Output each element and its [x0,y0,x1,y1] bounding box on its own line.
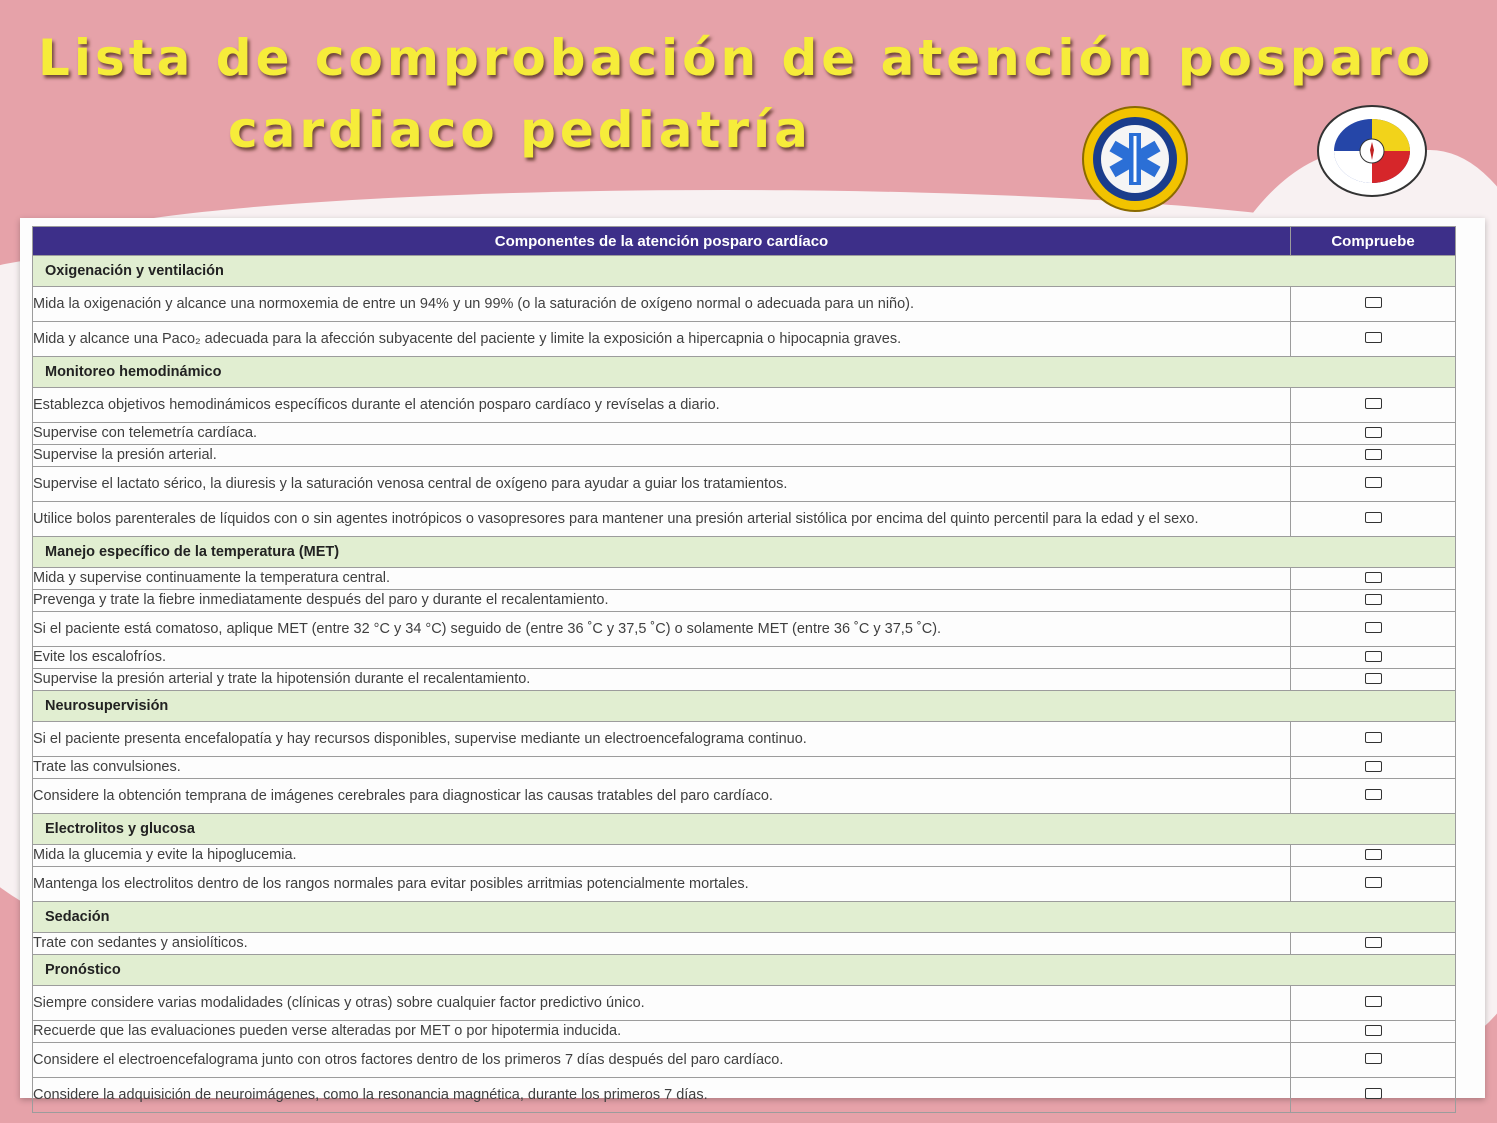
checklist-item-text: Prevenga y trate la fiebre inmediatamente después del paro y durante el recalentamiento. [33,590,1291,612]
checkbox-cell [1291,322,1456,357]
checklist-row [33,322,1456,357]
checkbox[interactable] [1365,297,1382,308]
checkbox-cell [1291,933,1456,955]
checkbox-cell [1291,568,1456,590]
checklist-item-text: Recuerde que las evaluaciones pueden verse alteradas por MET o por hipotermia inducida. [33,1021,1291,1043]
checklist-item-text: Mida la glucemia y evite la hipoglucemia. [33,845,1291,867]
checkbox-cell [1291,986,1456,1021]
checklist-item-text: Supervise la presión arterial y trate la hipotensión durante el recalentamiento. [33,669,1291,691]
checkbox[interactable] [1365,622,1382,633]
checkbox-cell [1291,779,1456,814]
checkbox[interactable] [1365,1025,1382,1036]
checklist-row [33,388,1456,423]
checkbox[interactable] [1365,594,1382,605]
checklist-row [33,423,1456,445]
checklist-item-text: Trate las convulsiones. [33,757,1291,779]
checklist-row [33,779,1456,814]
checkbox[interactable] [1365,849,1382,860]
checklist-row [33,612,1456,647]
checklist-item-text: Trate con sedantes y ansiolíticos. [33,933,1291,955]
checkbox[interactable] [1365,477,1382,488]
checkbox[interactable] [1365,789,1382,800]
checklist-item-text: Establezca objetivos hemodinámicos específicos durante el atención posparo cardíaco y revíselas a diario. [33,388,1291,423]
checkbox-cell [1291,612,1456,647]
checklist-item-text: Considere el electroencefalograma junto con otros factores dentro de los primeros 7 días después del paro cardíaco. [33,1043,1291,1078]
section-title: Neurosupervisión [33,691,1456,722]
checklist-row [33,757,1456,779]
checklist-row [33,467,1456,502]
checklist-row [33,287,1456,322]
ems-educational-program-logo [1078,104,1192,214]
title-line-2: cardiaco pediatría [228,101,812,159]
checklist-row [33,845,1456,867]
section-title: Pronóstico [33,955,1456,986]
checklist-item-text: Mantenga los electrolitos dentro de los rangos normales para evitar posibles arritmias potencialmente mortales. [33,867,1291,902]
section-title: Electrolitos y glucosa [33,814,1456,845]
checklist-item-text: Mida y supervise continuamente la temperatura central. [33,568,1291,590]
checkbox-cell [1291,1078,1456,1113]
checkbox[interactable] [1365,937,1382,948]
checklist-item-text: Evite los escalofríos. [33,647,1291,669]
section-title: Monitoreo hemodinámico [33,357,1456,388]
checkbox-cell [1291,757,1456,779]
checkbox-cell [1291,722,1456,757]
checkbox-cell [1291,845,1456,867]
checklist-body [33,256,1456,1113]
checkbox-cell [1291,590,1456,612]
checklist-row [33,867,1456,902]
checklist-item-text: Utilice bolos parenterales de líquidos con o sin agentes inotrópicos o vasopresores para mantener una presión arterial sistólica por encima del quinto percentil para la edad y el sexo. [33,502,1291,537]
checkbox[interactable] [1365,996,1382,1007]
checklist-item-text: Si el paciente está comatoso, aplique MET (entre 32 °C y 34 °C) seguido de (entre 36 ˚C y 37,5 ˚C) o solamente MET (entre 36 ˚C y 37,5 ˚C). [33,612,1291,647]
checkbox[interactable] [1365,877,1382,888]
checkbox-cell [1291,1021,1456,1043]
checkbox-cell [1291,647,1456,669]
checkbox[interactable] [1365,427,1382,438]
header-check: Compruebe [1291,227,1456,256]
checklist-item-text: Supervise con telemetría cardíaca. [33,423,1291,445]
checklist-item-text: Mida y alcance una Paco₂ adecuada para la afección subyacente del paciente y limite la exposición a hipercapnia o hipocapnia graves. [33,322,1291,357]
checkbox[interactable] [1365,1088,1382,1099]
checklist-item-text: Siempre considere varias modalidades (clínicas y otras) sobre cualquier factor predictivo único. [33,986,1291,1021]
checklist-row [33,933,1456,955]
table-header-row [33,227,1456,256]
section-row [33,691,1456,722]
checkbox-cell [1291,423,1456,445]
checkbox[interactable] [1365,449,1382,460]
checklist-row [33,502,1456,537]
checklist-row [33,1078,1456,1113]
section-title: Sedación [33,902,1456,933]
checklist-item-text: Supervise la presión arterial. [33,445,1291,467]
checkbox-cell [1291,1043,1456,1078]
checklist-item-text: Si el paciente presenta encefalopatía y hay recursos disponibles, supervise mediante un electroencefalograma continuo. [33,722,1291,757]
title-line-1: Lista de comprobación de atención posparo [38,29,1435,87]
checklist-item-text: Considere la obtención temprana de imágenes cerebrales para diagnosticar las causas tratables del paro cardíaco. [33,779,1291,814]
checklist-row [33,986,1456,1021]
checklist-item-text: Supervise el lactato sérico, la diuresis y la saturación venosa central de oxígeno para ayudar a guiar los tratamientos. [33,467,1291,502]
checkbox[interactable] [1365,1053,1382,1064]
star-of-life-seal-icon [1078,104,1192,214]
checklist-item-text: Mida la oxigenación y alcance una normoxemia de entre un 94% y un 99% (o la saturación de oxígeno normal o adecuada para un niño). [33,287,1291,322]
checkbox-cell [1291,502,1456,537]
checkbox[interactable] [1365,332,1382,343]
checkbox-cell [1291,867,1456,902]
checklist-table [32,226,1456,1113]
checkbox[interactable] [1365,761,1382,772]
section-row [33,955,1456,986]
checklist-row [33,669,1456,691]
checkbox[interactable] [1365,732,1382,743]
section-row [33,814,1456,845]
bomberos-college-logo [1316,104,1428,198]
checkbox-cell [1291,669,1456,691]
section-row [33,256,1456,287]
checkbox[interactable] [1365,512,1382,523]
checkbox-cell [1291,467,1456,502]
section-title: Manejo específico de la temperatura (MET) [33,537,1456,568]
checkbox-cell [1291,388,1456,423]
checklist-row [33,1043,1456,1078]
checkbox[interactable] [1365,398,1382,409]
checklist-row [33,568,1456,590]
section-row [33,537,1456,568]
checklist-item-text: Considere la adquisición de neuroimágenes, como la resonancia magnética, durante los primeros 7 días. [33,1078,1291,1113]
checklist-row [33,590,1456,612]
checklist-card [20,218,1485,1103]
section-row [33,902,1456,933]
checklist-row [33,647,1456,669]
section-row [33,357,1456,388]
section-title: Oxigenación y ventilación [33,256,1456,287]
checkbox[interactable] [1365,651,1382,662]
checklist-row [33,1021,1456,1043]
checklist-row [33,445,1456,467]
checkbox[interactable] [1365,572,1382,583]
checkbox-cell [1291,287,1456,322]
checkbox-cell [1291,445,1456,467]
firefighters-seal-icon [1316,104,1428,198]
checkbox[interactable] [1365,673,1382,684]
checklist-row [33,722,1456,757]
header-components: Componentes de la atención posparo cardíaco [33,227,1291,256]
